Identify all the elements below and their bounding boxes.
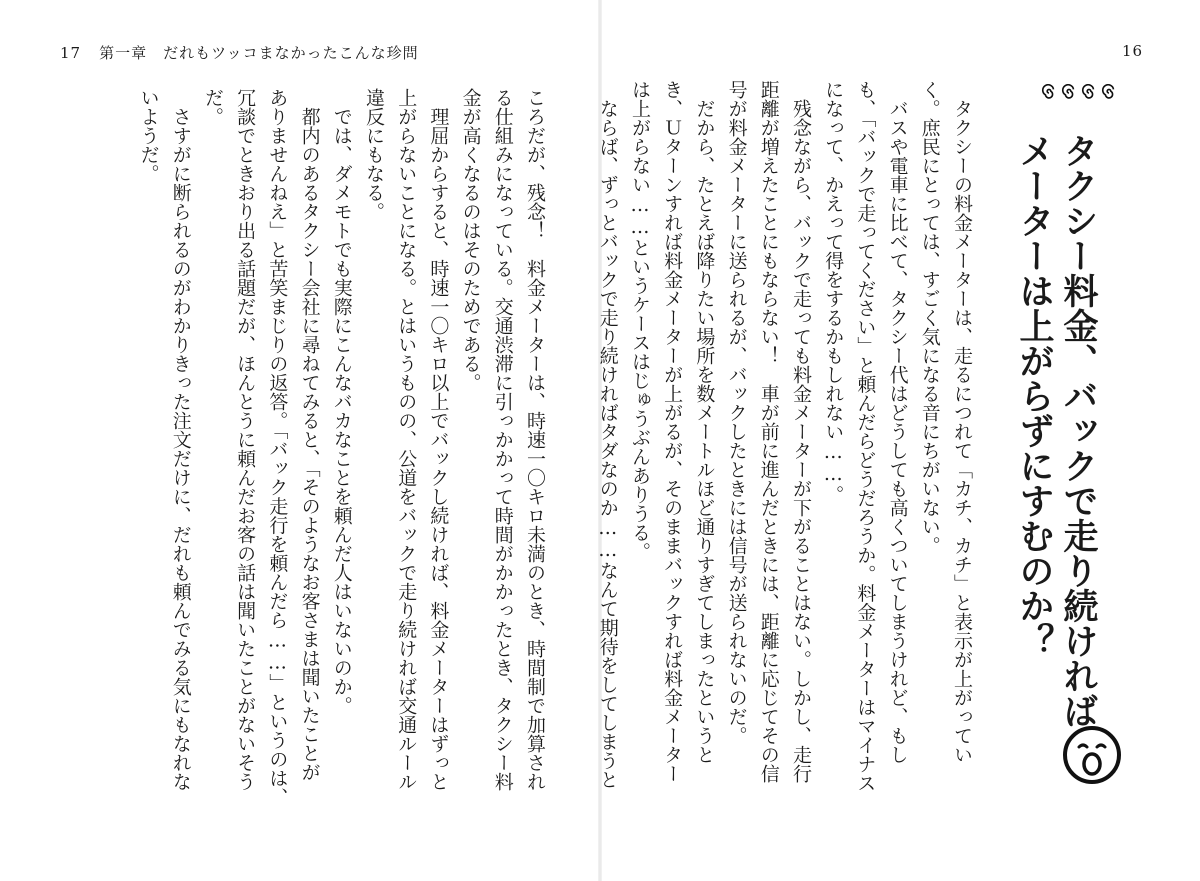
text-column: 残念ながら、バックで走っても料金メーターが下がることはない。しかし、走行	[789, 80, 812, 783]
headline-line: タクシー料金、バックで走り続ければ	[1058, 133, 1098, 728]
text-column: 距離が増えたことにもならない！ 車が前に進んだときには、距離に応じてその信	[757, 80, 780, 783]
text-column: く。庶民にとっては、すごく気になる音にちがいない。	[918, 80, 941, 555]
text-column: になって、かえって得をするかもしれない……。	[822, 80, 845, 504]
swirl-icon	[1060, 84, 1078, 102]
text-column: バスや電車に比べて、タクシー代はどうしても高くついてしまうけれど、もし	[886, 80, 909, 764]
text-column: 違反にもなる。	[362, 88, 385, 221]
text-column: は上がらない……というケースはじゅうぶんありうる。	[628, 80, 651, 561]
text-column: 理屈からすると、時速一〇キロ以上でバックし続ければ、料金メーターはずっと	[427, 88, 450, 791]
text-column: タクシーの料金メーターは、走るにつれて「カチ、カチ」と表示が上がってい	[951, 80, 973, 764]
text-column: 都内のあるタクシー会社に尋ねてみると、「そのようなお客さまは聞いたことが	[298, 88, 321, 782]
right-page-body	[592, 80, 978, 870]
headline-line: メーターは上がらずにすむのか？	[1014, 133, 1054, 658]
running-head-left	[60, 42, 419, 63]
text-column: では、ダメモトでも実際にこんなバカなことを頼んだ人はいないのか。	[330, 88, 353, 715]
swirl-icon	[1100, 84, 1118, 102]
spiral-swirls-icon	[1040, 84, 1120, 106]
page-number-right: 16	[1122, 42, 1144, 60]
text-column: いようだ。	[137, 88, 160, 183]
left-page-body	[132, 88, 551, 878]
text-column: ありませんねえ」と苦笑まじりの返答。「バック走行を頼んだら……」というのは、	[266, 88, 289, 807]
article-headline	[1012, 133, 1100, 728]
text-column: 金が高くなるのはそのためである。	[459, 88, 482, 392]
text-column: ころだが、残念！ 料金メーターは、時速一〇キロ未満のとき、時間制で加算され	[524, 88, 546, 791]
text-column: ならば、ずっとバックで走り続ければタダなのか……なんて期待をしてしまうと	[596, 80, 619, 789]
text-column: 冗談でときおり出る話題だが、ほんとうに頼んだお客の話は聞いたことがないそう	[234, 88, 257, 791]
page-number-left: 17	[60, 44, 82, 62]
text-column: だ。	[201, 88, 224, 126]
text-column: 上がらないことになる。とはいうものの、公道をバックで走り続ければ交通ルール	[395, 88, 418, 791]
swirl-icon	[1080, 84, 1098, 102]
text-column: も、「バックで走ってください」と頼んだらどうだろうか。料金メーターはマイナス	[854, 80, 877, 793]
surprised-face-icon	[1062, 725, 1122, 785]
chapter-title: 第一章 だれもツッコまなかったこんな珍問	[99, 44, 419, 62]
text-column: だから、たとえば降りたい場所を数メートルほど通りすぎてしまったというと	[693, 80, 716, 764]
swirl-icon	[1040, 84, 1058, 102]
text-column: 号が料金メーターに送られるが、バックしたときには信号が送られないのだ。	[725, 80, 748, 745]
text-column: る仕組みになっている。交通渋滞に引っかかって時間がかかったとき、タクシー料	[491, 88, 514, 791]
text-column: さすがに断られるのがわかりきった注文だけに、だれも頼んでみる気にもなれな	[169, 88, 192, 791]
text-column: き、Ｕターンすれば料金メーターが上がるが、そのままバックすれば料金メーター	[661, 80, 684, 783]
